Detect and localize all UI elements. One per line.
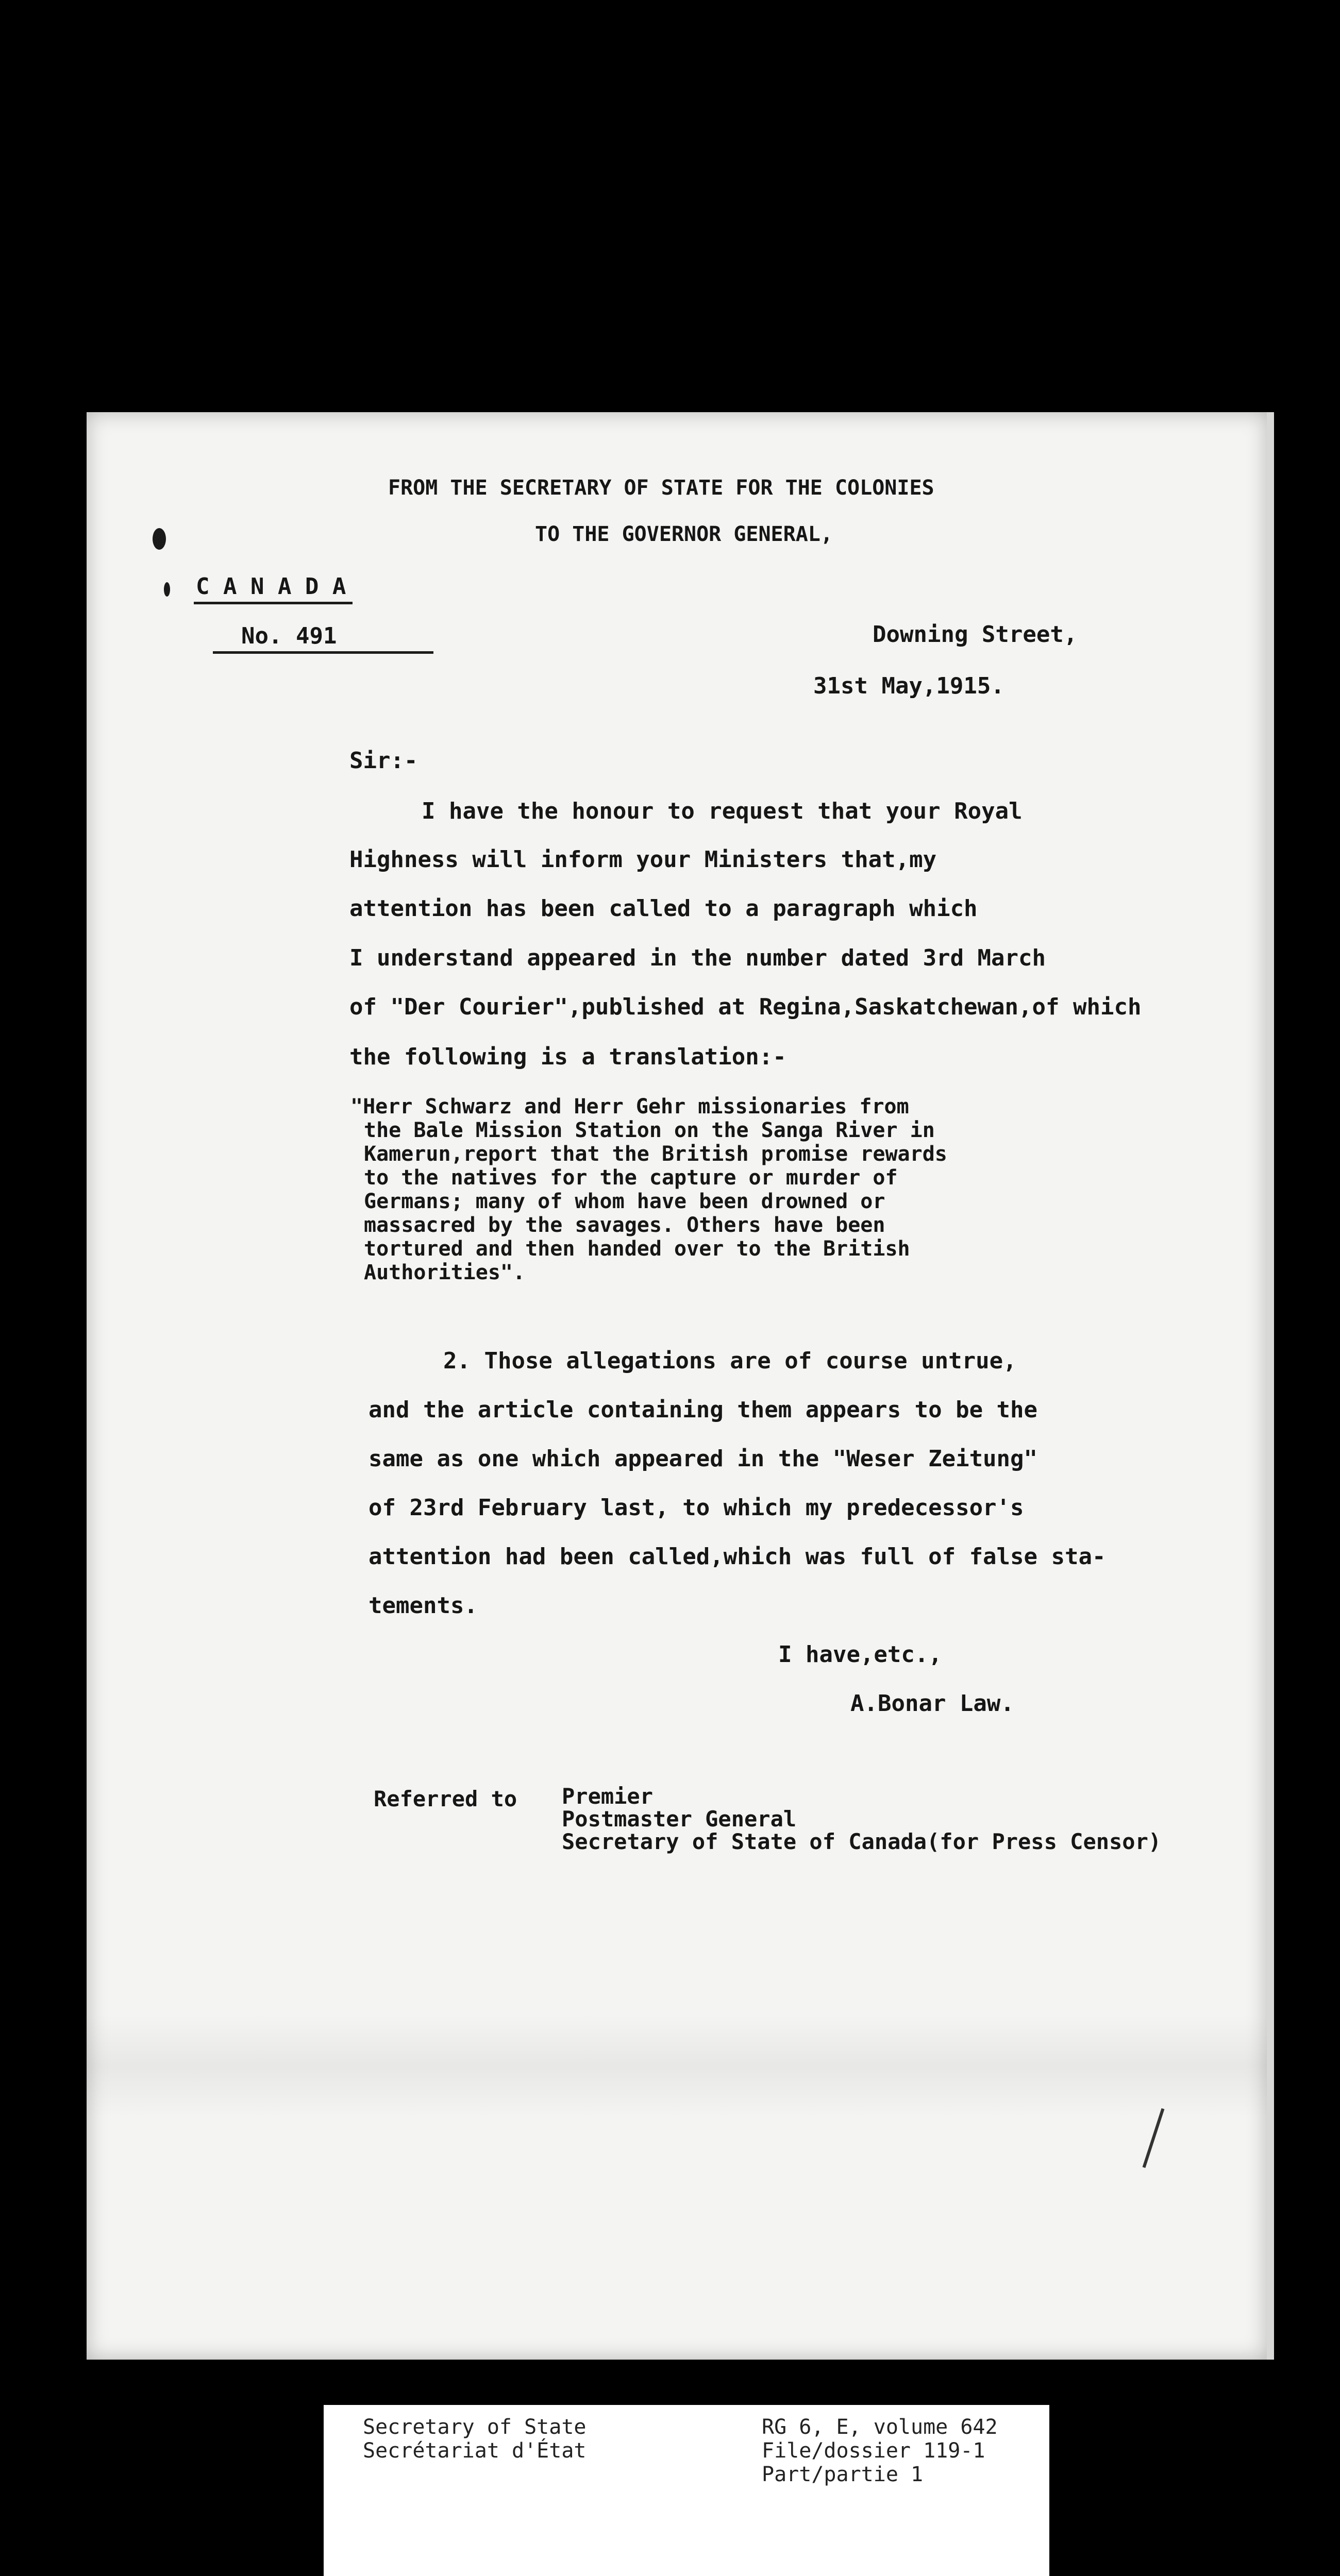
closing: I have,etc., [778,1641,942,1668]
referred-to-label: Referred to [374,1786,517,1811]
salutation: Sir:- [349,748,418,774]
quote-line: Authorities". [364,1261,526,1284]
quote-line: Kamerun,report that the British promise rewards [364,1142,947,1166]
body-line: attention has been called to a paragraph which [349,895,978,922]
country-underline [194,602,353,604]
referred-to-list [562,1785,1161,1853]
quote-line: Germans; many of whom have been drowned or [364,1190,885,1213]
letter-header-line1: FROM THE SECRETARY OF STATE FOR THE COLONIES [388,476,934,500]
ink-blot-mark [153,528,166,550]
body-line: the following is a translation:- [349,1044,786,1070]
quote-line: to the natives for the capture or murder of [364,1166,898,1190]
label-department-fr: Secrétariat d'État [363,2439,587,2463]
body-line: of "Der Courier",published at Regina,Saskatchewan,of which [349,994,1142,1020]
country-heading: C A N A D A [196,573,346,600]
body-line: I have the honour to request that your Royal [422,798,1023,824]
letter-header-line2: TO THE GOVERNOR GENERAL, [535,522,833,546]
signature: A.Bonar Law. [850,1690,1014,1717]
label-department-en: Secretary of State [363,2415,587,2439]
quote-line: massacred by the savages. Others have been [364,1213,885,1237]
paragraph-two-line: 2. Those allegations are of course untrue, [443,1348,1017,1374]
referral-item: Postmaster General [562,1806,797,1832]
paragraph-two-line: and the article containing them appears to be the [368,1397,1038,1423]
paragraph-two-line: tements. [368,1592,478,1619]
referral-item: Secretary of State of Canada(for Press Censor) [562,1829,1162,1854]
letter-page [87,412,1274,2360]
ink-blot-mark [164,582,170,597]
quote-line: "Herr Schwarz and Herr Gehr missionaries from [350,1095,909,1118]
referral-item: Premier [562,1784,654,1809]
quote-line: the Bale Mission Station on the Sanga River in [364,1118,935,1142]
body-line: I understand appeared in the number dated 3rd March [349,945,1046,971]
paragraph-two-line: of 23rd February last, to which my predecessor's [368,1495,1024,1521]
page-fold [87,2014,1267,2117]
sender-address: Downing Street, [873,621,1078,648]
paragraph-two-line: same as one which appeared in the "Weser Zeitung" [368,1446,1038,1472]
label-part-number: Part/partie 1 [762,2463,924,2486]
label-file-number: File/dossier 119-1 [762,2439,985,2463]
label-record-group: RG 6, E, volume 642 [762,2415,998,2439]
despatch-number-underline [213,651,433,654]
body-line: Highness will inform your Ministers that,my [349,846,937,873]
letter-date: 31st May,1915. [813,673,1004,699]
quote-line: tortured and then handed over to the British [364,1237,910,1261]
quoted-translation [350,1095,947,1284]
paragraph-two-line: attention had been called,which was full of false sta- [368,1544,1106,1570]
despatch-number: No. 491 [241,623,337,649]
archive-reference-label [324,2405,1049,2576]
